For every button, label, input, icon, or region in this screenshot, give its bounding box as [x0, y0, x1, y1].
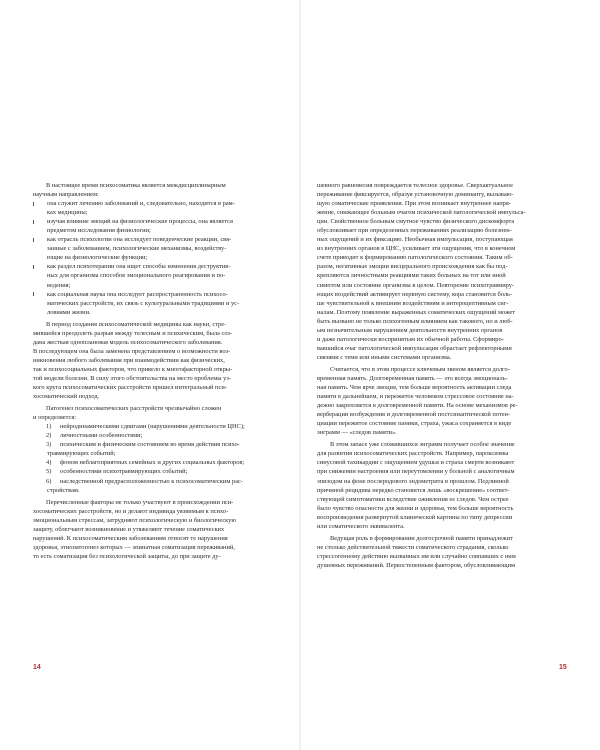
line-text: дана жесткая одноплановая модель психосоматического заболевания. — [33, 338, 223, 346]
red-square-bullet-icon — [33, 220, 34, 224]
line-text: ции. Свойственное больным смутное чувство физического дискомфорта — [317, 218, 515, 226]
line-text: временная память. Долговременная память — это всегда эмоциональ- — [317, 374, 508, 382]
paragraph-first-line — [33, 320, 269, 329]
line-text: травмирующих событий; — [47, 450, 116, 458]
text-line — [317, 281, 555, 290]
line-text: эпизодом на фоне послеродового эндометрита в прошлом. Подлинной — [317, 477, 509, 485]
line-text: было чувство опасности для жизни и здоровья, тем больше вероятность — [317, 504, 514, 512]
line-text: обусловливает при определенных переживаниях реализацию болезнен- — [317, 227, 512, 235]
line-text: ше чувствительной к внешним воздействиям и интероцептивным сиг- — [317, 299, 509, 307]
paragraph-first-line — [317, 534, 555, 543]
list-continuation-line — [33, 449, 269, 458]
text-line — [317, 326, 555, 335]
text-line — [33, 338, 269, 347]
text-line — [33, 365, 269, 374]
line-text: изучая влияние эмоций на физиологические процессы, она является — [47, 218, 233, 226]
red-square-bullet-icon — [33, 238, 34, 242]
line-text: хосоматических расстройств, но и делают индивида уязвимым к психо- — [33, 507, 229, 515]
text-line — [317, 217, 555, 226]
text-line — [317, 392, 555, 401]
line-text: верберации возбуждения и долговременной постсинаптической потен- — [317, 411, 511, 419]
line-text: никновения любого заболевания при взаимодействии как физических, — [33, 356, 225, 364]
line-text: как раздел психотерапии она ищет способы изменения деструктив- — [47, 263, 231, 271]
line-text: циации пережитое состояние паники, страха, ужаса сохраняется в виде — [317, 420, 512, 428]
text-line — [317, 401, 555, 410]
line-text: В настоящее время психосоматика является междисциплинарным — [46, 182, 226, 189]
line-text: и даже патологически воспринятым их обычной работы. Сформиро- — [317, 335, 504, 343]
list-continuation-line — [33, 208, 269, 217]
text-line — [317, 299, 555, 308]
numbered-item-line — [33, 431, 269, 440]
line-text: эмоциональным стрессам, затрудняют психологическую и биологическую — [33, 516, 237, 524]
right-page-text — [317, 181, 555, 570]
list-number: 2) — [46, 432, 52, 440]
line-text: ных ощущений и их фиксацию. Необычная импульсация, поступающая — [317, 236, 513, 244]
line-text: она служит лечению заболеваний и, следовательно, находится в рам- — [47, 200, 235, 208]
text-line — [317, 353, 555, 362]
text-line — [33, 525, 269, 534]
text-line — [317, 271, 555, 280]
line-text: хосоматический подход. — [33, 393, 100, 401]
list-continuation-line — [33, 299, 269, 308]
line-text: вавшийся очаг патологической импульсации обрастает рефлекторными — [317, 344, 512, 352]
line-text: связями с теми или иными системами организма. — [317, 353, 452, 361]
line-text: нейродинамическими сдвигами (нарушениями деятельности ЦНС); — [60, 423, 245, 431]
line-text: или соматического эквивалента. — [317, 522, 405, 530]
line-text: налам. Поэтому появление выраженных соматических ощущений может — [317, 308, 516, 316]
text-line — [317, 552, 555, 561]
text-line — [317, 477, 555, 486]
list-continuation-line — [33, 486, 269, 495]
paragraph-first-line — [33, 181, 269, 190]
line-text: мившейся преодолеть разрыв между телесным и психическим, была соз- — [33, 329, 233, 337]
line-text: предметом исследования физиологии; — [47, 227, 151, 235]
line-text: ющих воздействий активирует нервную систему, кора становится боль- — [317, 290, 513, 298]
text-line — [317, 335, 555, 344]
text-line — [317, 458, 555, 467]
text-line — [317, 467, 555, 476]
line-text: энграмм — «следов памяти». — [317, 429, 397, 437]
text-line — [33, 356, 269, 365]
text-line — [33, 543, 269, 552]
line-text: Перечисленные факторы не только участвуют в происхождении пси- — [46, 498, 234, 506]
red-square-bullet-icon — [33, 265, 34, 269]
line-text: для развития психосоматических расстройств. Например, пароксизмы — [317, 450, 509, 458]
line-text: здоровья, этиопатогенез которых — эпинатная соматизация переживаний, — [33, 543, 235, 551]
bullet-item-line — [33, 262, 269, 271]
text-line — [317, 235, 555, 244]
numbered-item-line — [33, 467, 269, 476]
text-line — [33, 507, 269, 516]
paragraph-first-line — [33, 498, 269, 507]
line-text: воспроизведения развернутой клинической картины по типу депрессии — [317, 513, 513, 521]
text-line — [33, 552, 269, 561]
line-text: В последующем она была заменена представлением о возможности воз- — [33, 347, 231, 355]
line-text: ющие на физиологические функции; — [47, 254, 148, 262]
line-text: особенностями психотравмирующих событий; — [60, 468, 188, 476]
line-text: так и психосоциальных факторов, что привело к многофакторной откры- — [33, 365, 233, 373]
list-continuation-line — [33, 281, 269, 290]
text-line — [317, 486, 555, 495]
line-text: из внутренних органов в ЦНС, усиливает эти ощущения, что в конечном — [317, 245, 516, 253]
line-text: переживание фиксируется, образуя установочную доминанту, вызываю- — [317, 191, 514, 199]
line-text: ловиями жизни. — [47, 308, 91, 316]
text-line — [33, 392, 269, 401]
line-text: как отрасль психологии она исследует поведенческие реакции, свя- — [47, 236, 232, 244]
line-text: быть вызвано не только психогенным влиянием как такового, но и люб- — [317, 317, 513, 325]
line-text: наследственной предрасположенностью к психосоматическим рас- — [60, 477, 243, 485]
text-line — [317, 317, 555, 326]
line-text: занные с заболеванием, психологические механизмы, воздейству- — [47, 245, 227, 253]
text-line — [33, 383, 269, 392]
text-line — [317, 522, 555, 531]
line-text: ым незначительным нарушением деятельности внутренних органов — [317, 326, 503, 334]
line-text: и определяется: — [33, 414, 77, 422]
text-line — [33, 534, 269, 543]
list-number: 4) — [46, 459, 52, 467]
bullet-item-line — [33, 290, 269, 299]
line-text: стройствам. — [47, 486, 80, 494]
red-square-bullet-icon — [33, 292, 34, 296]
bullet-item-line — [33, 199, 269, 208]
line-text: той модели болезни. В силу этого обстоятельства на место проблемы уз- — [33, 374, 231, 382]
text-line — [317, 244, 555, 253]
list-continuation-line — [33, 271, 269, 280]
paragraph-first-line — [317, 365, 555, 374]
line-text: симптом или состояние организма в целом. Повторение психотравмиру- — [317, 281, 515, 289]
text-line — [317, 513, 555, 522]
line-text: причиной рецидива нередко становится лишь «воскрешение» соответ- — [317, 486, 510, 494]
line-text: Считается, что в этом процессе ключевым звеном является долго- — [330, 365, 510, 373]
list-continuation-line — [33, 253, 269, 262]
numbered-item-line — [33, 477, 269, 486]
text-line — [317, 308, 555, 317]
line-text: щую соматические проявления. При этом возникает внутреннее напря- — [317, 200, 511, 208]
text-line — [317, 262, 555, 271]
text-line — [317, 561, 555, 570]
line-text: Ведущая роль в формировании долгосрочной памяти принадлежит — [330, 534, 513, 542]
list-continuation-line — [33, 226, 269, 235]
paragraph-first-line — [33, 404, 269, 413]
list-continuation-line — [33, 244, 269, 253]
list-number: 6) — [46, 477, 52, 485]
line-text: не столько действительной тяжести соматического страдания, сколько — [317, 543, 509, 551]
left-page-number: 14 — [33, 664, 41, 671]
line-text: ведения; — [47, 281, 71, 289]
text-line — [317, 208, 555, 217]
line-text: кого круга психосоматических расстройств пришел интегральный пси- — [33, 384, 227, 392]
text-line — [33, 329, 269, 338]
line-text: нарушений. К психосоматическим заболеваниям относят те нарушения — [33, 534, 228, 542]
text-line — [33, 190, 269, 199]
line-text: шевного равновесия повреждается телесное здоровье. Сверхактуальное — [317, 182, 513, 189]
line-text: защиту, облегчают возникновение и утяжеляют течение соматических — [33, 525, 225, 533]
line-text: стрессогенному действию вызванных им или случайно совпавших с ним — [317, 552, 516, 560]
text-line — [317, 383, 555, 392]
line-text: жение, снижающее больным очагом психической патологической импульса- — [317, 209, 526, 217]
line-text: разом, негативные эмоции висцерального происхождения как бы под- — [317, 263, 508, 271]
right-page-number: 15 — [559, 664, 567, 671]
text-line — [33, 413, 269, 422]
text-line — [317, 290, 555, 299]
line-text: то есть соматизация без психологической защиты, до при защите ду- — [33, 552, 221, 560]
line-text: как социальная наука она исследует распространенность психосо- — [47, 290, 228, 298]
line-text: психическим и физическим состоянием во время действия психо- — [60, 441, 240, 449]
text-line — [317, 428, 555, 437]
text-line — [317, 449, 555, 458]
text-line — [317, 181, 555, 190]
text-line — [317, 419, 555, 428]
line-text: В период создания психосоматической медицины как науки, стре- — [46, 320, 227, 328]
list-continuation-line — [33, 308, 269, 317]
line-text: ная память. Чем ярче эмоция, тем больше вероятность активации следа — [317, 384, 512, 392]
text-line — [317, 190, 555, 199]
line-text: личностными особенностями; — [60, 432, 143, 440]
text-line — [317, 504, 555, 513]
text-line — [317, 199, 555, 208]
numbered-item-line — [33, 458, 269, 467]
bullet-item-line — [33, 235, 269, 244]
numbered-item-line — [33, 440, 269, 449]
line-text: Патогенез психосоматических расстройств чрезвычайно сложен — [46, 405, 222, 413]
list-number: 1) — [46, 423, 52, 431]
left-page-text — [33, 181, 269, 561]
line-text: душевных переживаний. Первостепенным фактором, обусловливающим — [317, 561, 516, 569]
line-text: матических расстройств, их связь с культуральными традициями и ус- — [47, 299, 240, 307]
line-text: научным направлением: — [33, 191, 99, 199]
line-text: при снижении настроения или переутомлении у больной с аналогичным — [317, 468, 515, 476]
line-text: памяти в дальнейшем, и пережитое человеком стрессовое состояние на- — [317, 393, 514, 401]
text-line — [317, 410, 555, 419]
text-line — [317, 543, 555, 552]
text-line — [317, 226, 555, 235]
text-line — [33, 516, 269, 525]
line-text: дежно закрепляется в долговременной памяти. На основе механизмов ре- — [317, 402, 518, 410]
list-number: 3) — [46, 441, 52, 449]
line-text: ках медицины; — [47, 209, 88, 217]
line-text: фоном неблагоприятных семейных и других социальных факторов; — [60, 459, 245, 467]
line-text: ных для организма способов эмоционального реагирования и по- — [47, 272, 226, 280]
text-line — [33, 374, 269, 383]
text-line — [317, 374, 555, 383]
text-line — [317, 344, 555, 353]
line-text: крепляются личностными реакциями таких больных на тот или иной — [317, 272, 506, 280]
paragraph-first-line — [317, 440, 555, 449]
line-text: ствующей симптоматики вследствие оживления ее следов. Чем острее — [317, 495, 509, 503]
line-text: счете приводит к формированию патологического состояния. Таким об- — [317, 254, 513, 262]
text-line — [33, 347, 269, 356]
text-line — [317, 253, 555, 262]
bullet-item-line — [33, 217, 269, 226]
numbered-item-line — [33, 422, 269, 431]
list-number: 5) — [46, 468, 52, 476]
text-line — [317, 495, 555, 504]
book-gutter — [299, 0, 301, 750]
red-square-bullet-icon — [33, 202, 34, 206]
line-text: синусовой тахикардии с ощущением удушья и страха смерти возникают — [317, 459, 515, 467]
line-text: В этом запасе уже сложившихся энграмм получает особое значение — [330, 441, 515, 449]
